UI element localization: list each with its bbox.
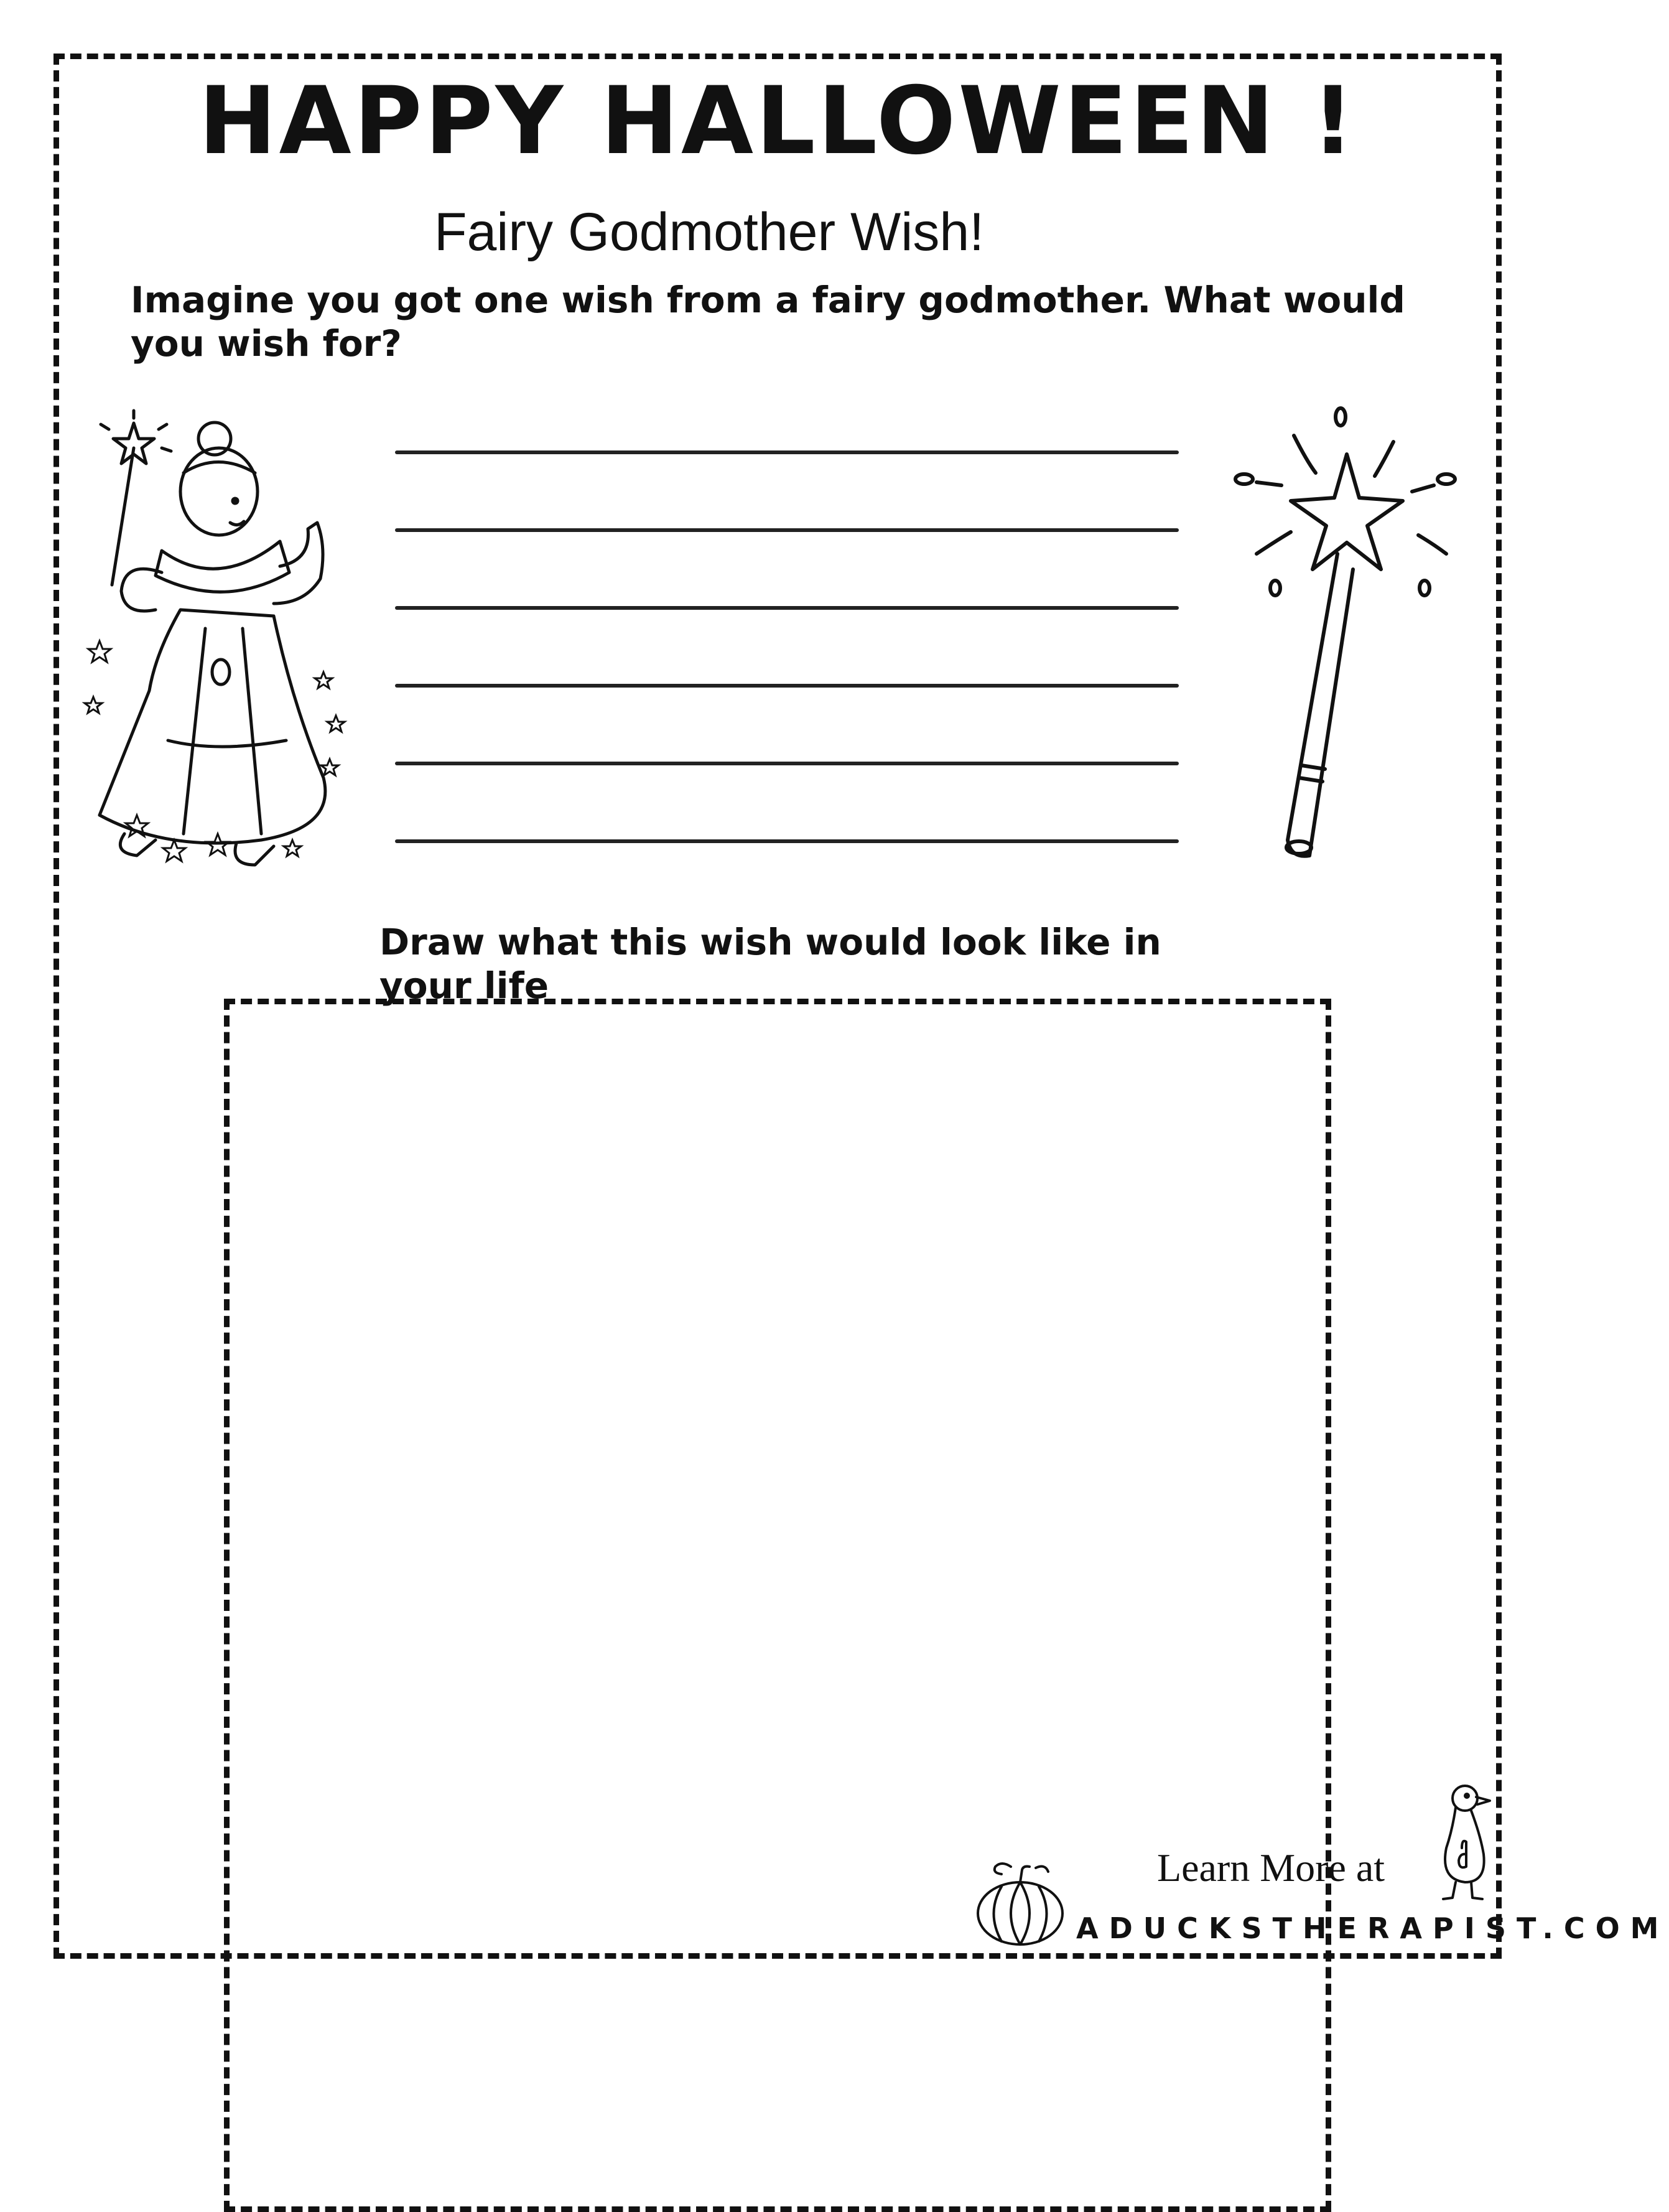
page-subtitle: Fairy Godmother Wish! <box>434 202 985 262</box>
duck-logo-icon <box>1428 1780 1496 1904</box>
fairy-godmother-illustration <box>75 404 348 877</box>
writing-line[interactable] <box>395 839 1179 843</box>
star-wand-illustration <box>1232 398 1468 896</box>
draw-prompt: Draw what this wish would look like in your life <box>379 921 1161 1007</box>
website-link[interactable]: ADUCKSTHERAPIST.COM <box>1076 1911 1669 1945</box>
learn-more-text: Learn More at <box>1157 1846 1385 1890</box>
pumpkin-icon <box>974 1860 1067 1948</box>
drawing-box[interactable] <box>224 999 1331 2212</box>
writing-line[interactable] <box>395 528 1179 532</box>
writing-line[interactable] <box>395 606 1179 610</box>
writing-line[interactable] <box>395 450 1179 454</box>
page-title: HAPPY HALLOWEEN ! <box>198 67 1357 175</box>
writing-line[interactable] <box>395 762 1179 765</box>
writing-line[interactable] <box>395 684 1179 688</box>
wish-prompt: Imagine you got one wish from a fairy godmother. What would you wish for? <box>131 279 1405 365</box>
